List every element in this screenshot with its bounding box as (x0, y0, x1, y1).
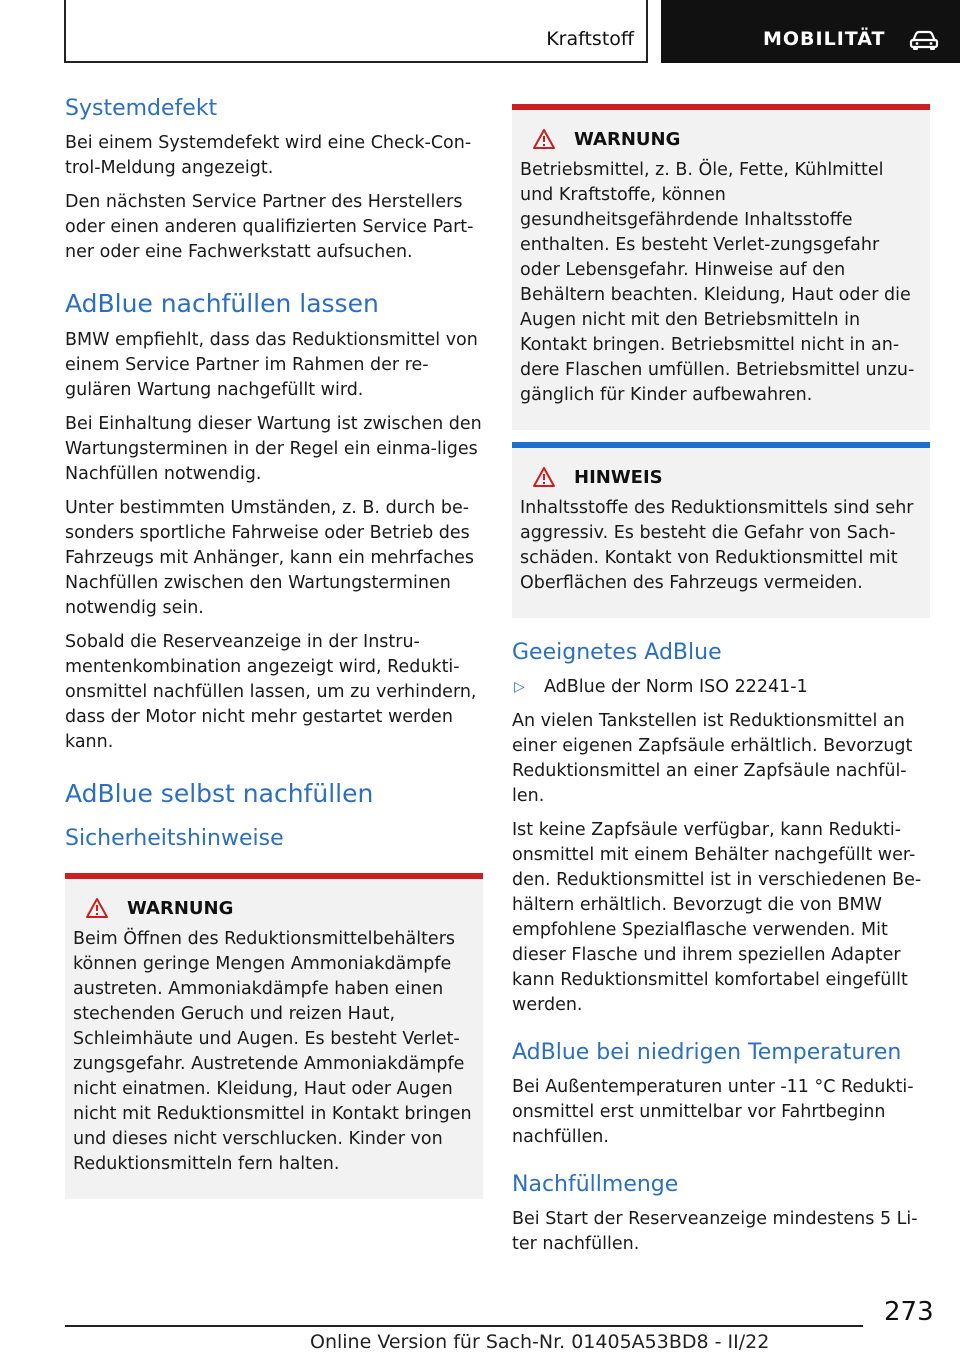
paragraph: Bei Außentemperaturen unter -11 °C Redukti-onsmittel erst unmittelbar vor Fahrtbeginn nachfüllen. (512, 1077, 914, 1147)
heading-systemdefekt: Systemdefekt (65, 96, 218, 121)
paragraph: Bei Start der Reserveanzeige mindestens 5 Li-ter nachfüllen. (512, 1209, 918, 1254)
note-label: HINWEIS (574, 466, 663, 488)
warning-label: WARNUNG (127, 897, 234, 919)
header-section-box (64, 0, 648, 63)
paragraph: Bei einem Systemdefekt wird eine Check-Con-trol-Meldung angezeigt. (65, 133, 472, 178)
warning-box (512, 104, 930, 430)
warning-triangle-icon (85, 897, 109, 919)
warning-label: WARNUNG (574, 128, 681, 150)
section-title: Kraftstoff (546, 28, 634, 50)
footer-divider (65, 1325, 863, 1327)
warning-triangle-icon (532, 128, 556, 150)
note-box-head (520, 466, 922, 488)
heading-niedrige-temperaturen: AdBlue bei niedrigen Temperaturen (512, 1040, 902, 1065)
warning-box (65, 873, 483, 1199)
paragraph: An vielen Tankstellen ist Reduktionsmittel an einer eigenen Zapfsäule erhältlich. Bevorzugt Reduktionsmittel an einer Zapfsäule nachfül-len. (512, 711, 913, 806)
paragraph: BMW empfiehlt, dass das Reduktionsmittel von einem Service Partner im Rahmen der re-gulären Wartung nachgefüllt wird. (65, 330, 478, 400)
page-number: 273 (884, 1297, 934, 1327)
paragraph: Den nächsten Service Partner des Herstellers oder einen anderen qualifizierten Service Part-ner oder eine Fachwerkstatt aufsuchen. (65, 192, 474, 262)
warning-text: Betriebsmittel, z. B. Öle, Fette, Kühlmittel und Kraftstoffe, können gesundheitsgefährdende Inhaltsstoffe enthalten. Es besteht Verlet-zungsgefahr oder Lebensgefahr. Hinweise auf den Behältern beachten. Kleidung, Haut oder die Augen nicht mit den Betriebsmitteln in Kontakt bringen. Betriebsmittel nicht in an-dere Flaschen umfüllen. Betriebsmittel unzu-gänglich für Kinder aufbewahren. (520, 160, 915, 405)
paragraph: Unter bestimmten Umständen, z. B. durch be-sonders sportliche Fahrweise oder Betrieb des Fahrzeugs mit Anhänger, kann ein mehrfaches Nachfüllen zwischen den Wartungsterminen notwendig sein. (65, 498, 474, 618)
paragraph: Sobald die Reserveanzeige in der Instru-mentenkombination angezeigt wird, Redukti-onsmittel nachfüllen lassen, um zu verhindern, dass der Motor nicht mehr gestartet werden kann. (65, 632, 477, 752)
warning-box-head (73, 897, 475, 919)
note-text: Inhaltsstoffe des Reduktionsmittels sind sehr aggressiv. Es besteht die Gefahr von Sach-schäden. Kontakt von Reduktionsmittel mit Oberflächen des Fahrzeugs vermeiden. (520, 498, 914, 593)
heading-adblue-selbst-nachfuellen: AdBlue selbst nachfüllen (65, 779, 374, 808)
paragraph: Ist keine Zapfsäule verfügbar, kann Redukti-onsmittel mit einem Behälter nachgefüllt wer-den. Reduktionsmittel ist in verschiedenen Be-hältern erhältlich. Bevorzugt die von BMW empfohlene Spezialflasche verwenden. Mit dieser Flasche und ihrem speziellen Adapter kann Reduktionsmittel komfortabel eingefüllt werden. (512, 820, 922, 1015)
list-item-text: AdBlue der Norm ISO 22241-1 (544, 677, 808, 697)
header-chapter-box (661, 0, 960, 63)
heading-sicherheitshinweise: Sicherheitshinweise (65, 826, 284, 851)
paragraph: Bei Einhaltung dieser Wartung ist zwischen den Wartungsterminen in der Regel ein einma-liges Nachfüllen notwendig. (65, 414, 482, 484)
list-item (512, 675, 930, 700)
online-version-text: Online Version für Sach-Nr. 01405A53BD8 - II/22 (310, 1331, 770, 1353)
heading-adblue-nachfuellen-lassen: AdBlue nachfüllen lassen (65, 289, 379, 318)
warning-triangle-icon (532, 466, 556, 488)
warning-box-head (520, 128, 922, 150)
warning-text: Beim Öffnen des Reduktionsmittelbehälters können geringe Mengen Ammoniakdämpfe austreten. Ammoniakdämpfe haben einen stechenden Geruch und reizen Haut, Schleimhäute und Augen. Es besteht Verlet-zungsgefahr. Austretende Ammoniakdämpfe nicht einatmen. Kleidung, Haut oder Augen nicht mit Reduktionsmittel in Kontakt bringen und dieses nicht verschlucken. Kinder von Reduktionsmitteln fern halten. (73, 929, 472, 1174)
left-column (65, 96, 483, 1199)
note-box (512, 442, 930, 618)
right-column (512, 104, 930, 1266)
heading-geeignetes-adblue: Geeignetes AdBlue (512, 640, 722, 665)
chapter-title: MOBILITÄT (763, 28, 886, 50)
heading-nachfuellmenge: Nachfüllmenge (512, 1172, 679, 1197)
bullet-triangle-icon: ▷ (514, 679, 525, 695)
car-icon (909, 28, 939, 52)
